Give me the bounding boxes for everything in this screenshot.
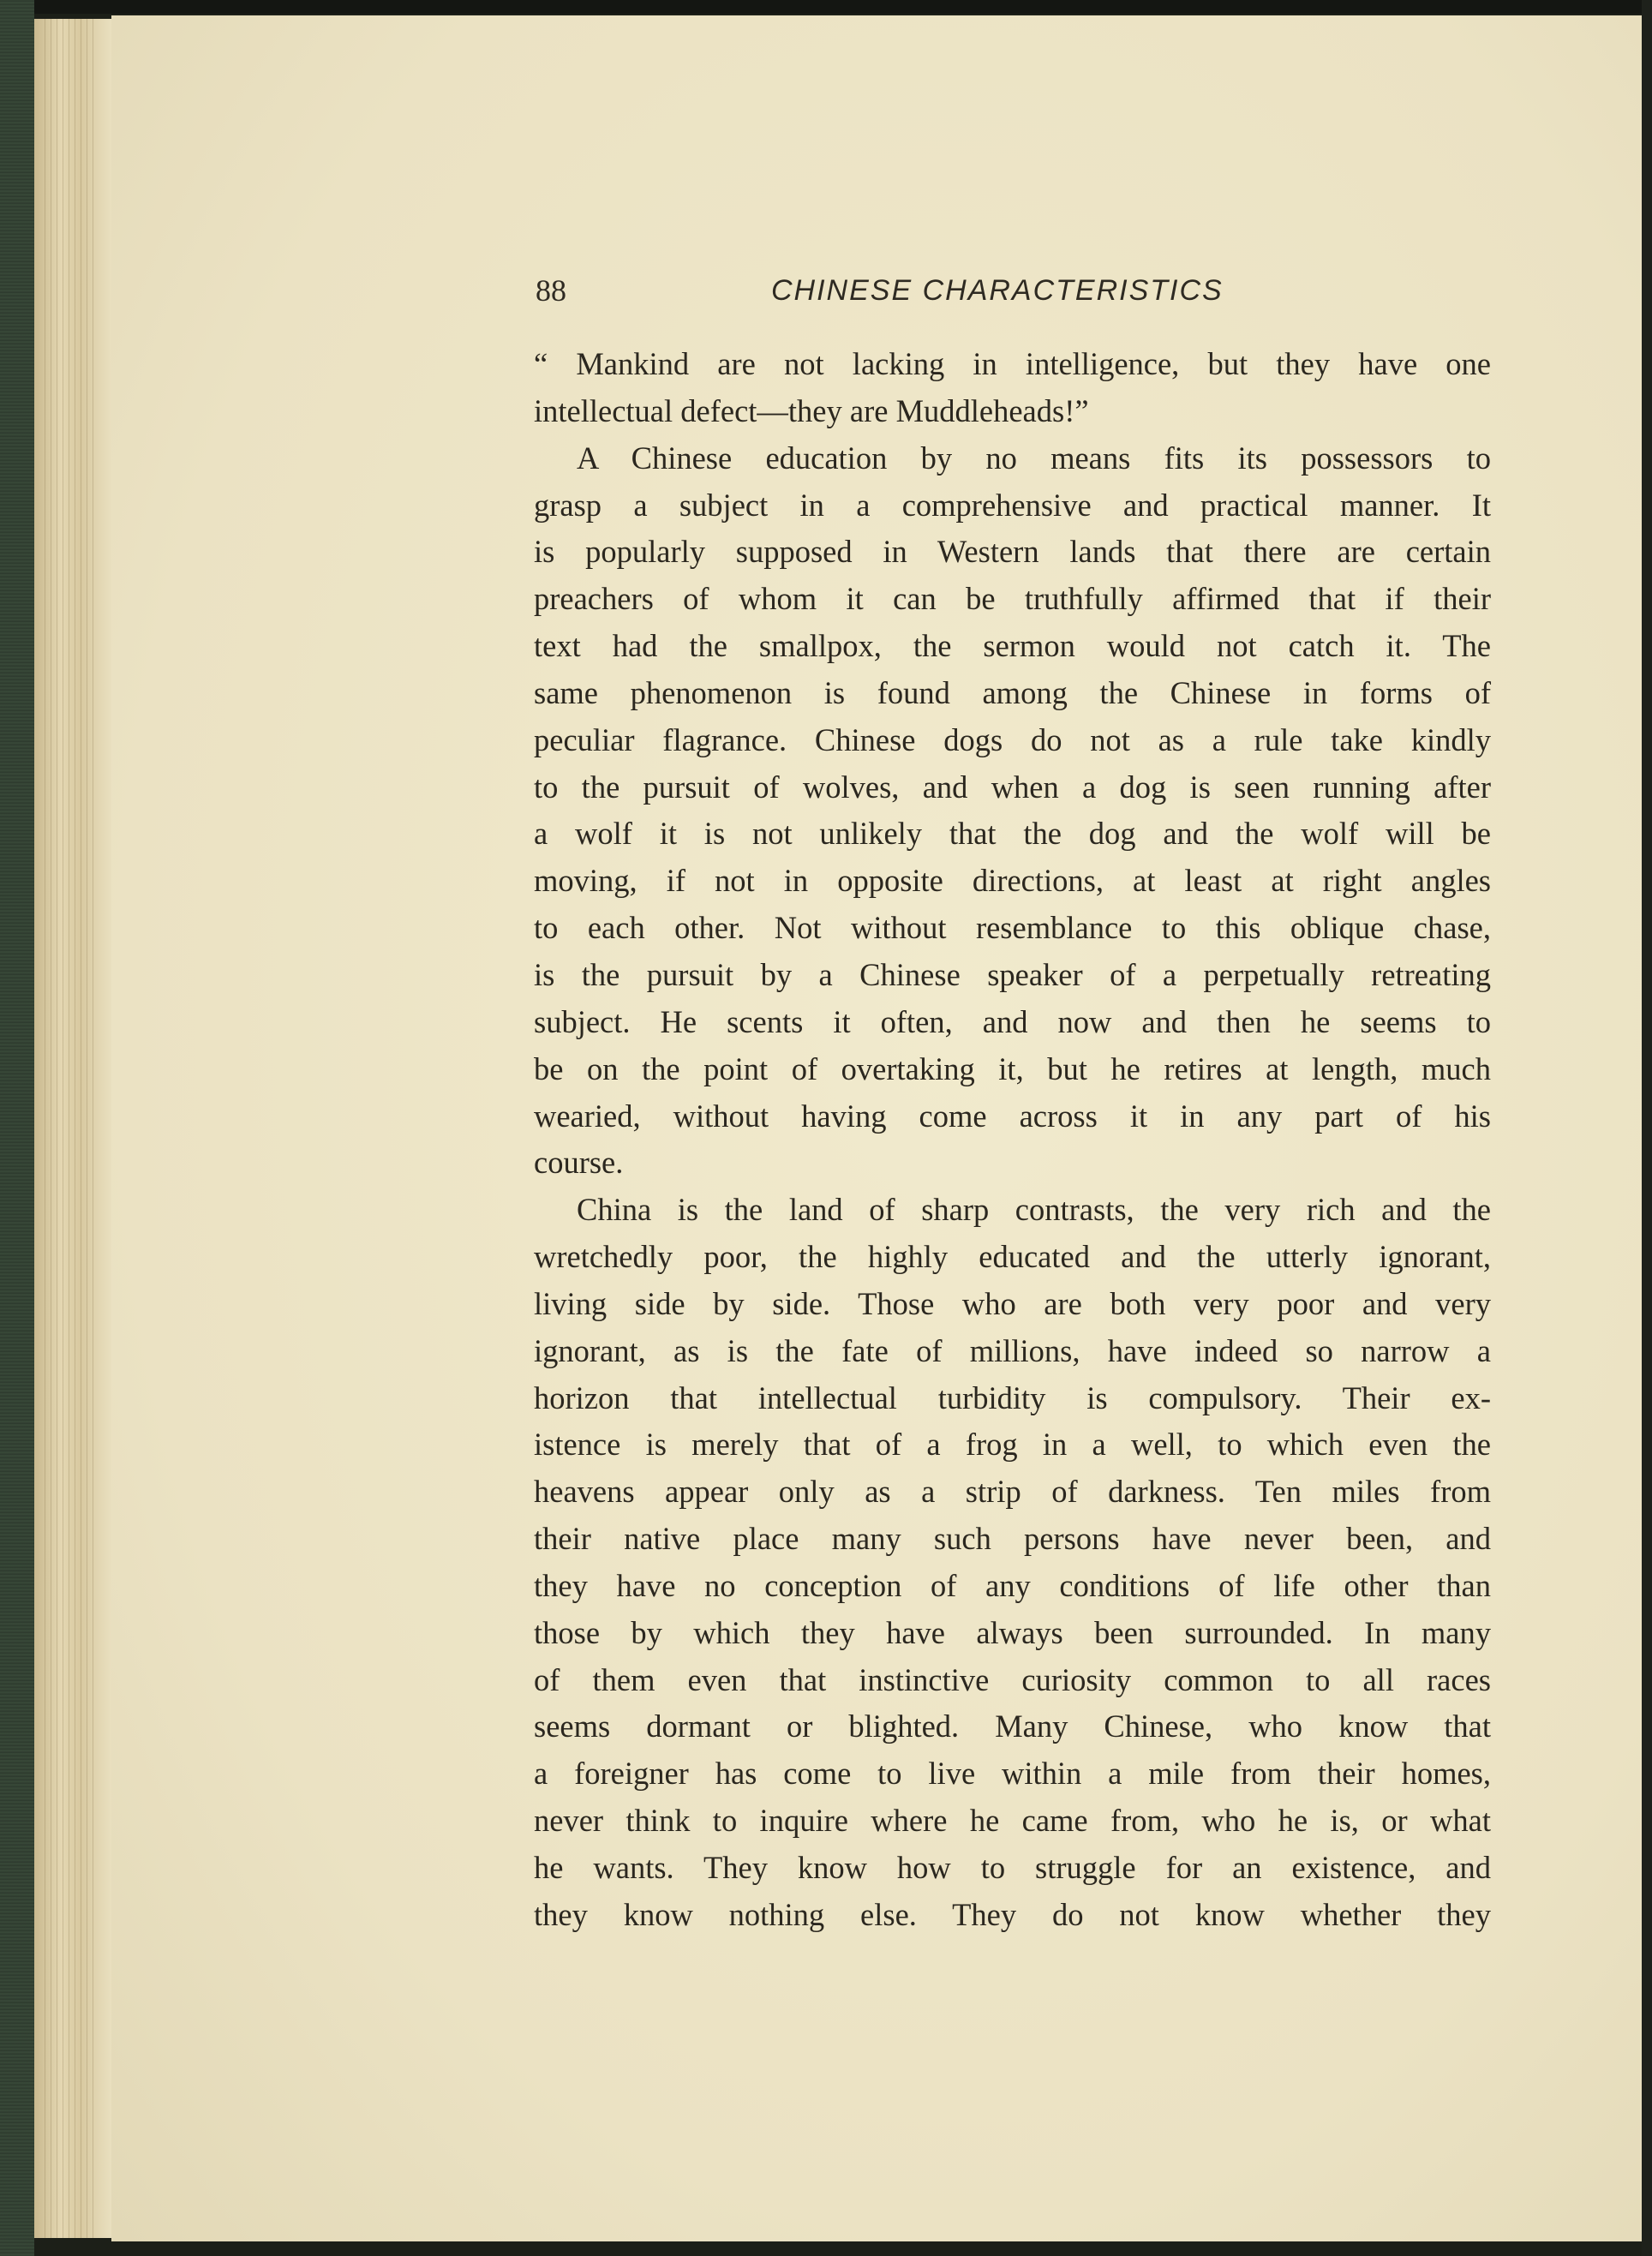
text-line: their native place many such persons have never been, and [534, 1521, 1491, 1557]
text-line: “ Mankind are not lacking in intelligence, but they have one [534, 346, 1491, 381]
text-line: they know nothing else. They do not know whether they [534, 1896, 1491, 1932]
text-line: course. [534, 1145, 624, 1181]
text-line: those by which they have always been surrounded. In many [534, 1614, 1491, 1650]
page-edge-lines [45, 19, 96, 2238]
body-text [534, 341, 1491, 1939]
text-line: subject. He scents it often, and now and then he seems to [534, 1003, 1491, 1039]
text-line: be on the point of overtaking it, but he retires at length, much [534, 1050, 1491, 1086]
text-line: a wolf it is not unlikely that the dog and the wolf will be [534, 816, 1491, 852]
scan-right-edge [1642, 0, 1652, 2256]
text-line: living side by side. Those who are both very poor and very [534, 1285, 1491, 1321]
text-line: text had the smallpox, the sermon would not catch it. The [534, 628, 1491, 664]
running-head [0, 266, 1652, 317]
text-line: he wants. They know how to struggle for an existence, and [534, 1850, 1491, 1885]
text-line: istence is merely that of a frog in a well, to which even the [534, 1427, 1491, 1463]
text-line: China is the land of sharp contrasts, the very rich and the [577, 1192, 1491, 1228]
text-line: wearied, without having come across it in any part of his [534, 1098, 1491, 1134]
text-line: same phenomenon is found among the Chinese in forms of [534, 674, 1491, 710]
text-line: to the pursuit of wolves, and when a dog is seen running after [534, 769, 1491, 805]
text-line: ignorant, as is the fate of millions, have indeed so narrow a [534, 1332, 1491, 1368]
text-line: a foreigner has come to live within a mile from their homes, [534, 1756, 1491, 1792]
text-line: seems dormant or blighted. Many Chinese, who know that [534, 1708, 1491, 1744]
text-line: they have no conception of any conditions of life other than [534, 1567, 1491, 1603]
text-line: is popularly supposed in Western lands that there are certain [534, 534, 1491, 570]
text-line: preachers of whom it can be truthfully affirmed that if their [534, 581, 1491, 617]
text-line: grasp a subject in a comprehensive and practical manner. It [534, 487, 1491, 523]
text-line: heavens appear only as a strip of darkness. Ten miles from [534, 1474, 1491, 1510]
text-line: is the pursuit by a Chinese speaker of a perpetually retreating [534, 956, 1491, 992]
text-line: to each other. Not without resemblance to this oblique chase, [534, 910, 1491, 946]
text-line: moving, if not in opposite directions, at least at right angles [534, 863, 1491, 899]
running-title: CHINESE CHARACTERISTICS [771, 274, 1224, 307]
text-line: intellectual defect—they are Muddleheads!” [534, 392, 1089, 428]
text-line: never think to inquire where he came from, who he is, or what [534, 1803, 1491, 1839]
text-line: peculiar flagrance. Chinese dogs do not as a rule take kindly [534, 721, 1491, 757]
text-line: A Chinese education by no means fits its possessors to [577, 440, 1491, 476]
scan-top-edge [0, 0, 1652, 14]
page-number: 88 [536, 273, 566, 308]
book-binding [0, 0, 34, 2256]
text-line: of them even that instinctive curiosity common to all races [534, 1661, 1491, 1697]
text-line: wretchedly poor, the highly educated and the utterly ignorant, [534, 1239, 1491, 1275]
text-line: horizon that intellectual turbidity is compulsory. Their ex- [534, 1379, 1491, 1415]
